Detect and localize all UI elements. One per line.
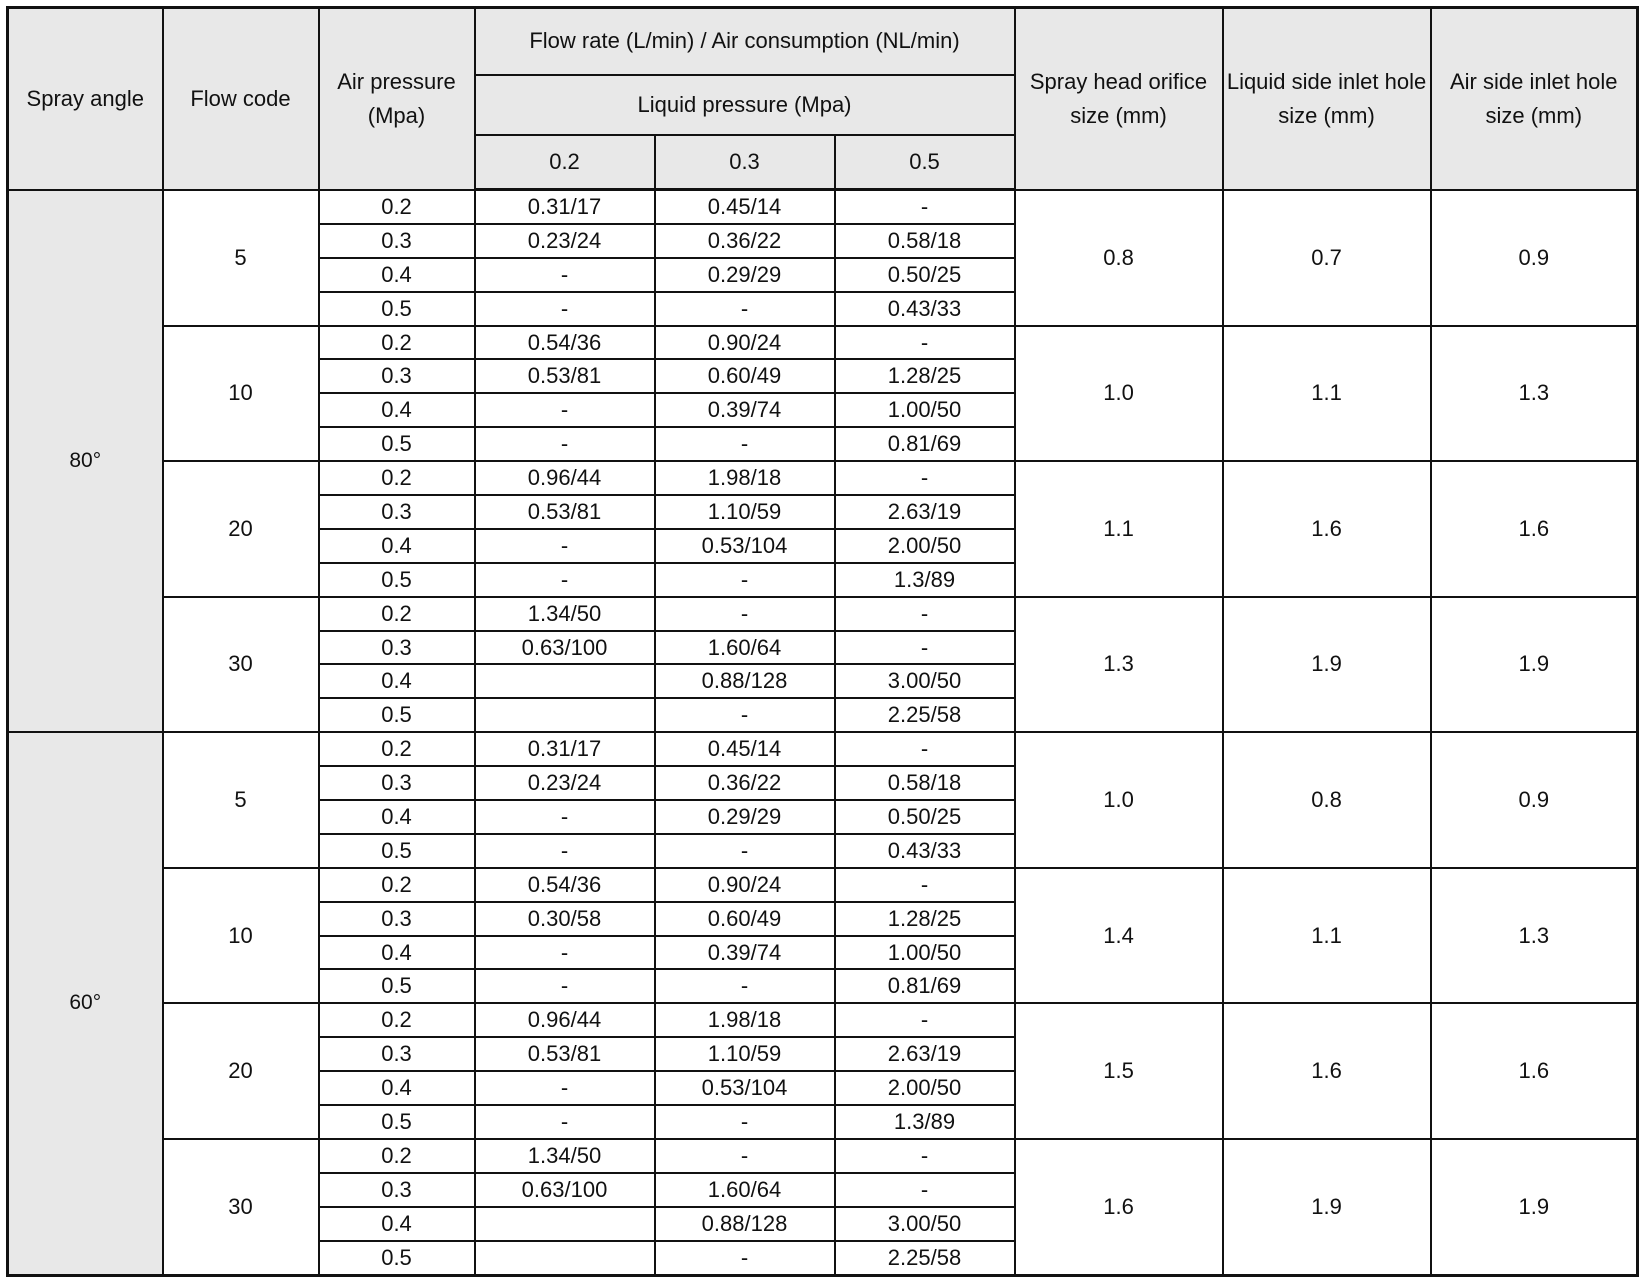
spray-nozzle-spec-table xyxy=(6,6,1639,1277)
flow-value-cell: 1.98/18 xyxy=(655,1003,835,1037)
air-pressure-cell: 0.3 xyxy=(319,1173,475,1207)
air-pressure-cell: 0.2 xyxy=(319,732,475,766)
air-pressure-cell: 0.5 xyxy=(319,292,475,326)
flow-value-cell: 0.90/24 xyxy=(655,868,835,902)
liquid-inlet-cell: 0.8 xyxy=(1223,732,1431,868)
air-pressure-cell: 0.3 xyxy=(319,766,475,800)
flow-value-cell: 1.28/25 xyxy=(835,902,1015,936)
flow-value-cell: 0.23/24 xyxy=(475,224,655,258)
flow-value-cell: - xyxy=(655,834,835,868)
air-pressure-cell: 0.5 xyxy=(319,834,475,868)
liquid-inlet-cell: 0.7 xyxy=(1223,190,1431,326)
air-pressure-cell: 0.5 xyxy=(319,1241,475,1275)
flow-value-cell: - xyxy=(835,1003,1015,1037)
flow-value-cell: - xyxy=(835,868,1015,902)
flow-value-cell: - xyxy=(475,969,655,1003)
flow-code-cell: 10 xyxy=(163,868,319,1004)
air-inlet-cell: 1.9 xyxy=(1431,1139,1638,1275)
flow-value-cell: - xyxy=(835,732,1015,766)
flow-value-cell: 0.88/128 xyxy=(655,1207,835,1241)
header-orifice: Spray head orifice size (mm) xyxy=(1015,8,1223,190)
flow-value-cell: 0.90/24 xyxy=(655,326,835,360)
orifice-size-cell: 0.8 xyxy=(1015,190,1223,326)
flow-value-cell: - xyxy=(835,326,1015,360)
flow-value-cell: - xyxy=(475,800,655,834)
flow-value-cell: 0.43/33 xyxy=(835,834,1015,868)
table-row xyxy=(8,732,1638,766)
air-pressure-cell: 0.4 xyxy=(319,529,475,563)
air-pressure-cell: 0.5 xyxy=(319,969,475,1003)
flow-value-cell: 0.63/100 xyxy=(475,631,655,665)
flow-code-cell: 20 xyxy=(163,461,319,597)
flow-value-cell: 0.50/25 xyxy=(835,258,1015,292)
flow-value-cell: 0.81/69 xyxy=(835,427,1015,461)
air-pressure-cell: 0.3 xyxy=(319,902,475,936)
flow-value-cell: - xyxy=(475,936,655,970)
header-lp-0.3: 0.3 xyxy=(655,135,835,190)
table-row xyxy=(8,1003,1638,1037)
flow-value-cell: 0.30/58 xyxy=(475,902,655,936)
air-pressure-cell: 0.3 xyxy=(319,495,475,529)
flow-code-cell: 30 xyxy=(163,597,319,733)
air-pressure-cell: 0.3 xyxy=(319,1037,475,1071)
flow-value-cell: - xyxy=(655,563,835,597)
orifice-size-cell: 1.4 xyxy=(1015,868,1223,1004)
flow-code-cell: 5 xyxy=(163,190,319,326)
flow-value-cell: 2.25/58 xyxy=(835,698,1015,732)
flow-value-cell: - xyxy=(475,1071,655,1105)
liquid-inlet-cell: 1.1 xyxy=(1223,326,1431,462)
flow-value-cell: - xyxy=(655,1105,835,1139)
flow-value-cell: 0.31/17 xyxy=(475,732,655,766)
orifice-size-cell: 1.0 xyxy=(1015,326,1223,462)
flow-value-cell: - xyxy=(475,393,655,427)
flow-value-cell: - xyxy=(835,631,1015,665)
air-pressure-cell: 0.4 xyxy=(319,1071,475,1105)
flow-value-cell: - xyxy=(475,427,655,461)
air-inlet-cell: 1.6 xyxy=(1431,1003,1638,1139)
flow-value-cell: - xyxy=(655,698,835,732)
flow-value-cell: - xyxy=(655,292,835,326)
flow-value-cell: 0.58/18 xyxy=(835,224,1015,258)
flow-value-cell: 0.29/29 xyxy=(655,800,835,834)
table-body xyxy=(8,190,1638,1276)
air-pressure-cell: 0.4 xyxy=(319,1207,475,1241)
flow-value-cell: - xyxy=(475,258,655,292)
flow-value-cell: 1.34/50 xyxy=(475,1139,655,1173)
header-air-pressure: Air pressure (Mpa) xyxy=(319,8,475,190)
flow-value-cell: 2.25/58 xyxy=(835,1241,1015,1275)
spray-angle-cell: 80° xyxy=(8,190,163,733)
flow-value-cell: - xyxy=(835,1173,1015,1207)
air-pressure-cell: 0.4 xyxy=(319,258,475,292)
flow-value-cell: 0.39/74 xyxy=(655,393,835,427)
flow-value-cell: 0.81/69 xyxy=(835,969,1015,1003)
flow-value-cell: 0.88/128 xyxy=(655,664,835,698)
flow-value-cell: - xyxy=(655,597,835,631)
liquid-inlet-cell: 1.1 xyxy=(1223,868,1431,1004)
flow-value-cell: - xyxy=(475,292,655,326)
table-row xyxy=(8,868,1638,902)
header-flow-rate: Flow rate (L/min) / Air consumption (NL/min) xyxy=(475,8,1015,75)
flow-value-cell: - xyxy=(835,597,1015,631)
flow-value-cell: 1.3/89 xyxy=(835,563,1015,597)
flow-value-cell: - xyxy=(835,461,1015,495)
flow-value-cell: 1.28/25 xyxy=(835,359,1015,393)
flow-value-cell: 2.00/50 xyxy=(835,1071,1015,1105)
air-pressure-cell: 0.2 xyxy=(319,597,475,631)
header-lp-0.5: 0.5 xyxy=(835,135,1015,190)
flow-value-cell: 0.60/49 xyxy=(655,359,835,393)
air-inlet-cell: 1.9 xyxy=(1431,597,1638,733)
air-pressure-cell: 0.2 xyxy=(319,461,475,495)
flow-value-cell: - xyxy=(475,1105,655,1139)
header-spray-angle: Spray angle xyxy=(8,8,163,190)
flow-value-cell: 1.10/59 xyxy=(655,495,835,529)
flow-value-cell: 0.45/14 xyxy=(655,732,835,766)
air-pressure-cell: 0.4 xyxy=(319,664,475,698)
flow-value-cell: 0.29/29 xyxy=(655,258,835,292)
header-liquid-pressure: Liquid pressure (Mpa) xyxy=(475,75,1015,135)
flow-value-cell: 0.53/104 xyxy=(655,1071,835,1105)
flow-value-cell: 2.63/19 xyxy=(835,1037,1015,1071)
flow-value-cell: - xyxy=(475,834,655,868)
flow-value-cell: 2.00/50 xyxy=(835,529,1015,563)
air-pressure-cell: 0.2 xyxy=(319,1139,475,1173)
flow-value-cell: 0.60/49 xyxy=(655,902,835,936)
header-liquid-inlet: Liquid side inlet hole size (mm) xyxy=(1223,8,1431,190)
flow-code-cell: 20 xyxy=(163,1003,319,1139)
air-pressure-cell: 0.2 xyxy=(319,1003,475,1037)
table-row xyxy=(8,326,1638,360)
flow-value-cell: 1.3/89 xyxy=(835,1105,1015,1139)
flow-value-cell: 0.53/81 xyxy=(475,359,655,393)
table-row xyxy=(8,597,1638,631)
liquid-inlet-cell: 1.9 xyxy=(1223,1139,1431,1275)
flow-value-cell: - xyxy=(475,529,655,563)
flow-value-cell: 0.43/33 xyxy=(835,292,1015,326)
flow-value-cell: 0.36/22 xyxy=(655,224,835,258)
flow-value-cell: - xyxy=(655,1241,835,1275)
flow-value-cell: 3.00/50 xyxy=(835,664,1015,698)
air-inlet-cell: 0.9 xyxy=(1431,190,1638,326)
air-inlet-cell: 0.9 xyxy=(1431,732,1638,868)
air-inlet-cell: 1.3 xyxy=(1431,326,1638,462)
air-pressure-cell: 0.4 xyxy=(319,393,475,427)
flow-value-cell: 0.50/25 xyxy=(835,800,1015,834)
table-row xyxy=(8,461,1638,495)
flow-value-cell xyxy=(475,1207,655,1241)
air-pressure-cell: 0.5 xyxy=(319,698,475,732)
flow-value-cell: - xyxy=(835,1139,1015,1173)
air-pressure-cell: 0.2 xyxy=(319,868,475,902)
flow-value-cell: 0.54/36 xyxy=(475,868,655,902)
flow-value-cell: - xyxy=(655,969,835,1003)
liquid-inlet-cell: 1.6 xyxy=(1223,1003,1431,1139)
flow-value-cell: 0.45/14 xyxy=(655,190,835,224)
flow-value-cell: 0.23/24 xyxy=(475,766,655,800)
air-pressure-cell: 0.3 xyxy=(319,631,475,665)
flow-value-cell: 0.54/36 xyxy=(475,326,655,360)
flow-value-cell: 0.53/104 xyxy=(655,529,835,563)
flow-value-cell: 1.00/50 xyxy=(835,393,1015,427)
air-pressure-cell: 0.5 xyxy=(319,1105,475,1139)
flow-value-cell: 1.10/59 xyxy=(655,1037,835,1071)
orifice-size-cell: 1.6 xyxy=(1015,1139,1223,1275)
flow-value-cell xyxy=(475,698,655,732)
flow-value-cell: 3.00/50 xyxy=(835,1207,1015,1241)
flow-value-cell: 0.31/17 xyxy=(475,190,655,224)
flow-value-cell: 0.96/44 xyxy=(475,461,655,495)
air-pressure-cell: 0.5 xyxy=(319,427,475,461)
flow-value-cell: 1.00/50 xyxy=(835,936,1015,970)
air-inlet-cell: 1.6 xyxy=(1431,461,1638,597)
table-row xyxy=(8,1139,1638,1173)
table-row xyxy=(8,190,1638,224)
orifice-size-cell: 1.1 xyxy=(1015,461,1223,597)
flow-code-cell: 10 xyxy=(163,326,319,462)
flow-value-cell: - xyxy=(655,1139,835,1173)
liquid-inlet-cell: 1.6 xyxy=(1223,461,1431,597)
flow-code-cell: 30 xyxy=(163,1139,319,1275)
flow-value-cell: 1.60/64 xyxy=(655,1173,835,1207)
orifice-size-cell: 1.5 xyxy=(1015,1003,1223,1139)
air-pressure-cell: 0.3 xyxy=(319,224,475,258)
air-pressure-cell: 0.4 xyxy=(319,800,475,834)
flow-value-cell: 0.58/18 xyxy=(835,766,1015,800)
flow-value-cell xyxy=(475,664,655,698)
air-inlet-cell: 1.3 xyxy=(1431,868,1638,1004)
flow-value-cell xyxy=(475,1241,655,1275)
air-pressure-cell: 0.3 xyxy=(319,359,475,393)
air-pressure-cell: 0.2 xyxy=(319,326,475,360)
orifice-size-cell: 1.0 xyxy=(1015,732,1223,868)
air-pressure-cell: 0.2 xyxy=(319,190,475,224)
flow-value-cell: 0.53/81 xyxy=(475,495,655,529)
flow-value-cell: - xyxy=(835,190,1015,224)
header-lp-0.2: 0.2 xyxy=(475,135,655,190)
header-air-inlet: Air side inlet hole size (mm) xyxy=(1431,8,1638,190)
flow-code-cell: 5 xyxy=(163,732,319,868)
flow-value-cell: 0.36/22 xyxy=(655,766,835,800)
flow-value-cell: 0.96/44 xyxy=(475,1003,655,1037)
orifice-size-cell: 1.3 xyxy=(1015,597,1223,733)
air-pressure-cell: 0.4 xyxy=(319,936,475,970)
flow-value-cell: 2.63/19 xyxy=(835,495,1015,529)
flow-value-cell: 0.53/81 xyxy=(475,1037,655,1071)
flow-value-cell: 0.63/100 xyxy=(475,1173,655,1207)
header-flow-code: Flow code xyxy=(163,8,319,190)
air-pressure-cell: 0.5 xyxy=(319,563,475,597)
flow-value-cell: 1.60/64 xyxy=(655,631,835,665)
flow-value-cell: - xyxy=(475,563,655,597)
flow-value-cell: 1.34/50 xyxy=(475,597,655,631)
flow-value-cell: - xyxy=(655,427,835,461)
spray-angle-cell: 60° xyxy=(8,732,163,1275)
liquid-inlet-cell: 1.9 xyxy=(1223,597,1431,733)
flow-value-cell: 1.98/18 xyxy=(655,461,835,495)
flow-value-cell: 0.39/74 xyxy=(655,936,835,970)
